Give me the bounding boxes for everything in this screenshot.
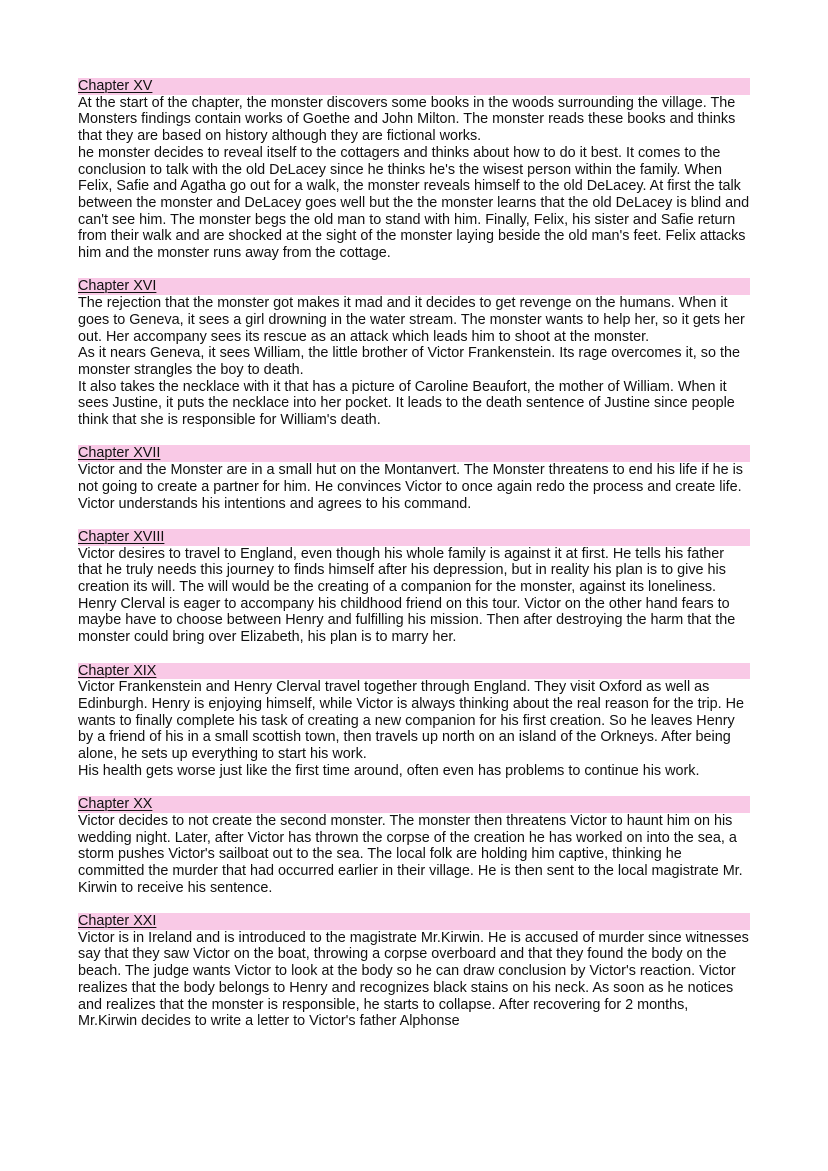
chapter-heading: Chapter XX	[78, 796, 750, 813]
paragraph: At the start of the chapter, the monster discovers some books in the woods surrounding the village. The Monsters findings contain works of Goethe and John Milton. The monster reads these books and thinks that they are based on history although they are fictional works.	[78, 94, 736, 145]
chapter-heading: Chapter XV	[78, 78, 750, 95]
paragraph: Victor desires to travel to England, even though his whole family is against it at first. He tells his father that he truly needs this journey to finds himself after his depression, but in reality his plan is to give his creation its will. The will would be the creating of a companion for the monster, against its loneliness. Henry Clerval is eager to accompany his childhood friend on this tour. Victor on the other hand fears to maybe have to choose between Henry and fulfilling his mission. Then after destroying the harm that the monster could bring over Elizabeth, his plan is to marry her.	[78, 545, 736, 646]
paragraph: Victor and the Monster are in a small hut on the Montanvert. The Monster threatens to end his life if he is not going to create a partner for him. He convinces Victor to once again redo the process and create life. Victor understands his intentions and agrees to his command.	[78, 462, 743, 512]
paragraph: Victor Frankenstein and Henry Clerval travel together through England. They visit Oxford as well as Edinburgh. Henry is enjoying himself, while Victor is always thinking about the real reason for the trip. He wants to finally complete his task of creating a new companion for his first creation. So he leaves Henry by a friend of his in a small scottish town, then travels up north on an island of the Orkneys. After being alone, he sets up everything to start his work.	[78, 679, 745, 763]
chapter-section-xvii	[78, 445, 750, 512]
chapter-section-xxi	[78, 913, 750, 1030]
document-page	[78, 78, 750, 1047]
paragraph: His health gets worse just like the first time around, often even has problems to continue his work.	[78, 762, 700, 779]
paragraph: Victor is in Ireland and is introduced to the magistrate Mr.Kirwin. He is accused of murder since witnesses say that they saw Victor on the boat, throwing a corpse overboard and that they found the body on the beach. The judge wants Victor to look at the body so he can draw conclusion by Victor's reaction. Victor realizes that the body belongs to Henry and recognizes black stains on his neck. As soon as he notices and realizes that the monster is responsible, he starts to collapse. After recovering for 2 months, Mr.Kirwin decides to write a letter to Victor's father Alphonse	[78, 929, 749, 1030]
paragraph: he monster decides to reveal itself to the cottagers and thinks about how to do it best. It comes to the conclusion to talk with the old DeLacey since he thinks he's the wisest person within the family. When Felix, Safie and Agatha go out for a walk, the monster reveals himself to the old DeLacey. At first the talk between the monster and DeLacey goes well but the the monster learns that the old DeLacey is blind and can't see him. The monster begs the old man to stand with him. Finally, Felix, his sister and Safie return from their walk and are shocked at the sight of the monster laying beside the old man's feet. Felix attacks him and the monster runs away from the cottage.	[78, 144, 750, 262]
chapter-heading: Chapter XVIII	[78, 529, 750, 546]
paragraph: As it nears Geneva, it sees William, the little brother of Victor Frankenstein. Its rage overcomes it, so the monster strangles the boy to death.	[78, 345, 740, 378]
chapter-heading: Chapter XVII	[78, 445, 750, 462]
chapter-section-xv	[78, 78, 750, 262]
chapter-heading: Chapter XIX	[78, 663, 750, 680]
chapter-heading: Chapter XXI	[78, 913, 750, 930]
paragraph: The rejection that the monster got makes it mad and it decides to get revenge on the humans. When it goes to Geneva, it sees a girl drowning in the water stream. The monster wants to help her, so it gets her out. Her accompany sees its rescue as an attack which leads him to shoot at the monster.	[78, 295, 745, 345]
chapter-section-xix	[78, 663, 750, 780]
chapter-heading: Chapter XVI	[78, 278, 750, 295]
paragraph: It also takes the necklace with it that has a picture of Caroline Beaufort, the mother of William. When it sees Justine, it puts the necklace into her pocket. It leads to the death sentence of Justine since people think that she is responsible for William's death.	[78, 378, 735, 429]
paragraph: Victor decides to not create the second monster. The monster then threatens Victor to haunt him on his wedding night. Later, after Victor has thrown the corpse of the creation he has worked on into the sea, a storm pushes Victor's sailboat out to the sea. The local folk are holding him captive, thinking he committed the murder that had occurred earlier in their village. He is then sent to the local magistrate Mr. Kirwin to receive his sentence.	[78, 812, 743, 896]
chapter-section-xvi	[78, 278, 750, 428]
chapter-section-xx	[78, 796, 750, 896]
chapter-section-xviii	[78, 529, 750, 646]
